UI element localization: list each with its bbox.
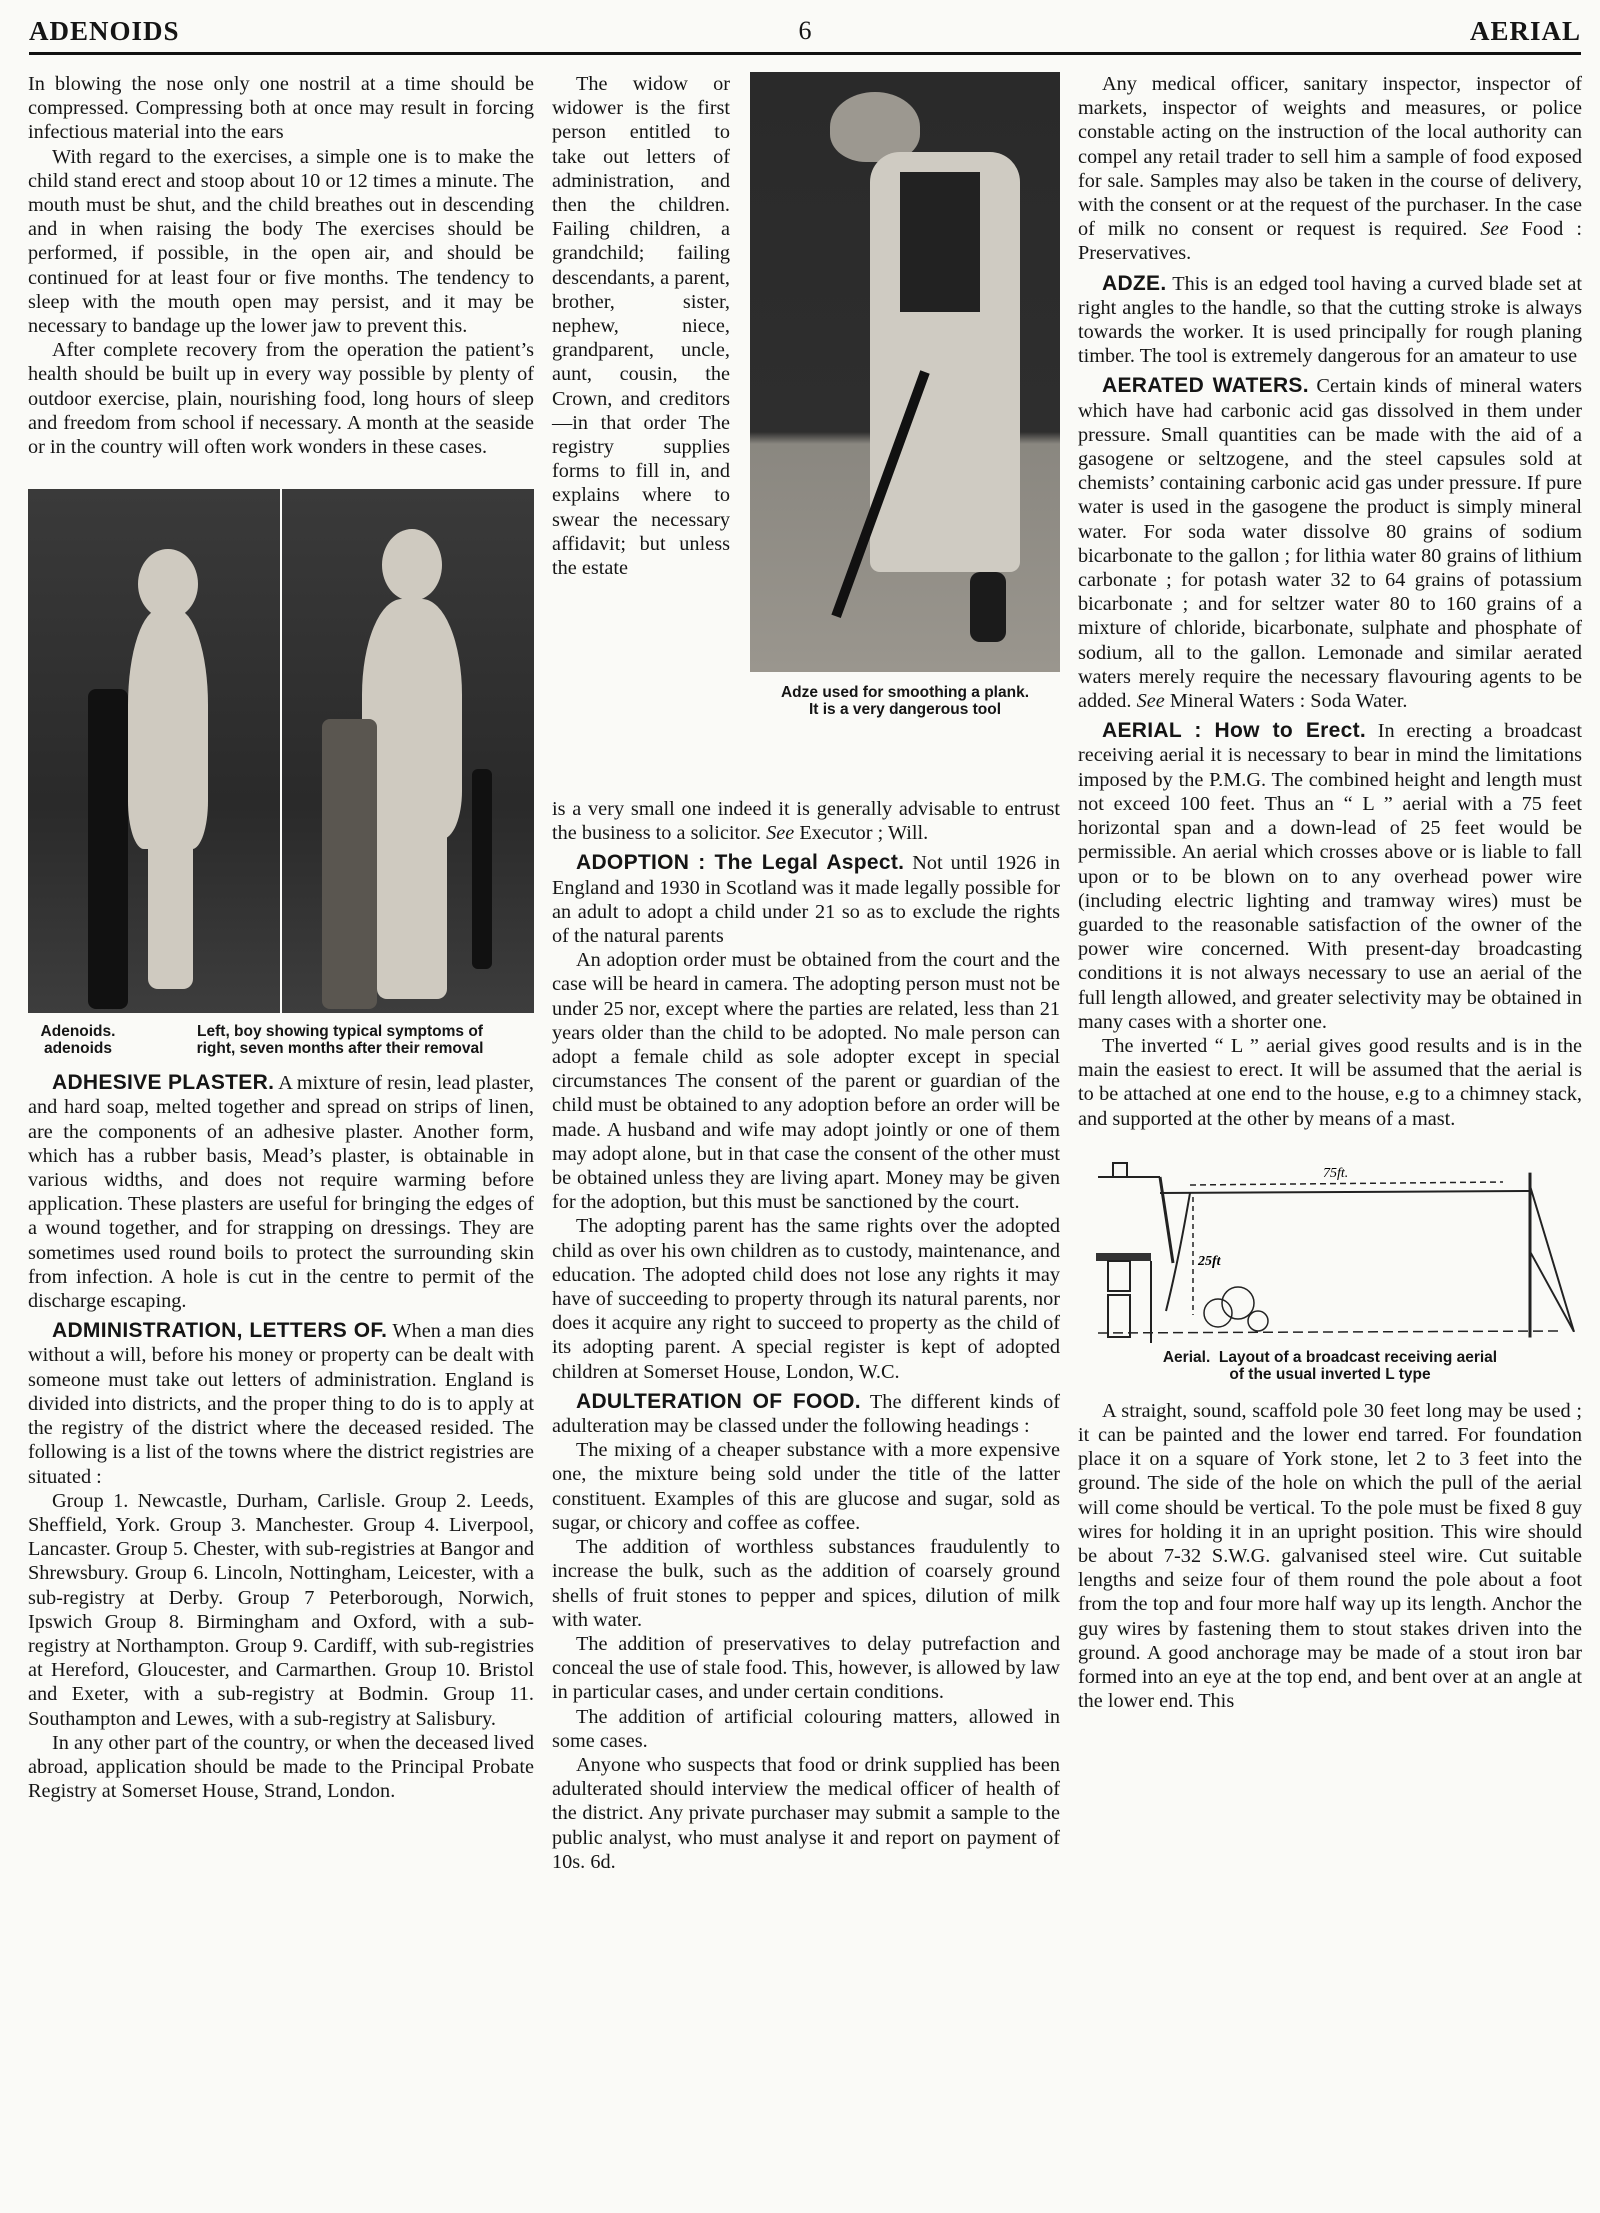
headword: ADOPTION : The Legal Aspect. (576, 851, 905, 875)
cross-reference: Mineral Waters : Soda Water. (1169, 690, 1408, 713)
column-2 (552, 72, 1060, 1874)
adulteration-paragraph: Anyone who suspects that food or drink supplied has been adulterated should interview the medical officer of health of the district. Any private purchaser may submit a sample to the public analyst, who must analyse it and report on payment of 10s. 6d. (552, 1753, 1060, 1873)
headword: ADHESIVE PLASTER. (52, 1071, 275, 1095)
entry-aerated-waters: AERATED WATERS. Certain kinds of mineral waters which have had carbonic acid gas dissolved in them under pressure. Small quantities can be made with the aid of a gasogene or seltzogene, and the steel capsules sold at chemists’ containing carbonic acid gas under pressure. If pure water is used in the gasogene the product is simply mineral water. For soda water dissolve 80 grains of sodium bicarbonate to the gallon ; for lithia water 80 grains of lithium carbonate ; for potash water 32 to 64 grains of potassium bicarbonate ; and for seltzer water 80 to 160 grains of a mixture of chloride, bicarbonate, sulphate and phosphate of sodium, all to the gallon. Lemonade and similar aerated waters merely require the necessary flavouring agents to be added. See Mineral Waters : Soda Water. (1078, 374, 1583, 713)
adenoids-photos (28, 489, 534, 1013)
column-1 (28, 72, 534, 1803)
headword: ADMINISTRATION, LETTERS OF. (52, 1319, 388, 1343)
entry-adulteration: ADULTERATION OF FOOD. The different kinds of adulteration may be classed under the following headings : (552, 1389, 1060, 1438)
adoption-paragraph: The adopting parent has the same rights over the adopted child as over his own children as to custody, maintenance, and education. The adopted child does not lose any rights it may have of succeeding to property through its natural parents, nor does it acquire any right to succeed to property as the child of its adopting parent. A special register is kept of adopted children at Somerset House, London, W.C. (552, 1215, 1060, 1383)
headword: ADZE. (1102, 271, 1167, 295)
headword: AERATED WATERS. (1102, 374, 1309, 398)
running-head-right: AERIAL (1469, 16, 1581, 46)
adenoids-paragraph: With regard to the exercises, a simple one is to make the child stand erect and stoop about 10 or 12 times a minute. The mouth must be shut, and the child breathes out in descending and in when raising the body The exercises should be performed, if possible, in the open air, and should be continued for at least four or five months. The tendency to sleep with the mouth open may persist, and it may be necessary to bandage up the lower jaw to prevent this. (28, 145, 534, 338)
running-head-left: ADENOIDS (29, 16, 180, 46)
entry-adhesive-plaster: ADHESIVE PLASTER. A mixture of resin, lead plaster, and hard soap, melted together and spread on strips of linen, are the components of an adhesive plaster. Another form, which has a rubber basis, Mead’s plaster, is obtainable in various widths, and does not require warming before application. These plasters are useful for bringing the edges of a wound together, and for strapping on dressings. They are sometimes used round boils to protect the surrounding skin from infection. A hole is cut in the centre to permit of the discharge escaping. (28, 1071, 534, 1313)
widow-text-cont: is a very small one indeed it is generally advisable to entrust the business to a solicitor. See Executor ; Will. (552, 798, 1060, 845)
adoption-paragraph: An adoption order must be obtained from the court and the case will be heard in camera. The adopting person must not be under 25 nor, except where the parties are related, less than 21 years older than the child to be adopted. No male person can adopt a female child as sole adopter except in special circumstances The consent of the parent or guardian of the child must be obtained to any adoption before an order will be made. A husband and wife may adopt jointly or one of them may adopt alone, but in that case the consent of the other must be obtained unless they are living apart. Money may be given for the adoption, but this must be sanctioned by the court. (552, 949, 1060, 1214)
adulteration-paragraph: The addition of preservatives to delay putrefaction and conceal the use of stale food. This, however, is allowed by law in particular cases, and under certain conditions. (552, 1632, 1060, 1704)
boy-before-photo (28, 489, 280, 1013)
boy-after-photo (282, 489, 534, 1013)
adulteration-paragraph: The addition of artificial colouring matters, allowed in some cases. (552, 1705, 1060, 1752)
widow-text: The widow or widower is the first person entitled to take out letters of administration, and then the children. Failing children, a grandchild; failing descendants, a parent, brother, sister, nephew, niece, grandparent, uncle, aunt, cousin, the Crown, and creditors—in that order The registry supplies forms to fill in, and explains where to swear the necessary affidavit; but unless the estate (552, 73, 730, 580)
header-rule (29, 52, 1581, 55)
cross-reference: Food : Preservatives. (1078, 218, 1582, 265)
entry-administration: ADMINISTRATION, LETTERS OF. When a man dies without a will, before his money or property can be dealt with someone must take out letters of administration. England is divided into districts, and the proper thing to do is to apply at the registry of the district where the deceased resided. The following is a list of the towns where the district registries are situated : (28, 1319, 534, 1488)
page-number: 6 (798, 16, 812, 45)
entry-adze: ADZE. This is an edged tool having a curved blade set at right angles to the handle, so that the cutting stroke is always towards the worker. It is used principally for rough planing timber. The tool is extremely dangerous for an amateur to use (1078, 271, 1582, 368)
aerial-diagram (1078, 1153, 1582, 1343)
adulteration-continued: Any medical officer, sanitary inspector, inspector of markets, inspector of weights and measures, or police constable acting on the instruction of the local authority can compel any retail trader to sell him a sample of food exposed for sale. Samples may also be taken in the course of delivery, with the consent or at the request of the purchaser. In the case of milk no consent or request is required. See Food : Preservatives. (1078, 73, 1582, 265)
page-header (29, 10, 1581, 54)
adze-caption-line2: It is a very dangerous tool (808, 701, 1002, 718)
adze-caption-line1: Adze used for smoothing a plank. (780, 684, 1030, 701)
entry-aerial: AERIAL : How to Erect. In erecting a broadcast receiving aerial it is necessary to bear in mind the limitations imposed by the P.M.G. The combined height and length must not exceed 100 feet. Thus an “ L ” aerial with a 75 feet horizontal span and a down-lead of 25 feet would be permissible. An aerial which crosses above or is liable to fall upon or to be blown on to any overhead power wire (including electric lighting and tramway wires) must be guarded to the reasonable satisfaction of the owner of the power wire concerned. With present-day broadcasting conditions it is not always necessary to use an aerial of the full length allowed, and greater selectivity may be obtained in many cases with a shorter one. (1078, 719, 1582, 1033)
administration-other: In any other part of the country, or when the deceased lived abroad, application should be made to the Principal Probate Registry at Somerset House, Strand, London. (28, 1731, 534, 1803)
adenoids-paragraph: After complete recovery from the operation the patient’s health should be built up in every way possible by plenty of outdoor exercise, plain, nourishing food, long hours of sleep and freedom from school if necessary. A month at the seaside or in the country will often work wonders in these cases. (28, 339, 534, 459)
aerial-caption: Aerial. Layout of a broadcast receiving aerial of the usual inverted L type (1162, 1348, 1498, 1383)
span-label: 75ft. (1323, 1165, 1349, 1181)
adulteration-paragraph: The addition of worthless substances fraudulently to increase the bulk, such as the addition of coarsely ground shells of fruit stones to pepper and spices, dilution of milk with water. (552, 1536, 1060, 1631)
entry-adoption: ADOPTION : The Legal Aspect. Not until 1926 in England and 1930 in Scotland was it made legally possible for an adult to adopt a child under 21 so as to exclude the rights of the natural parents (552, 851, 1060, 948)
adenoids-paragraph: In blowing the nose only one nostril at a time should be compressed. Compressing both at once may result in forcing infectious material into the ears (28, 73, 534, 144)
adenoids-photo-caption: Adenoids. adenoids Left, boy showing typical symptoms of right, seven months after their removal (40, 1023, 484, 1058)
adze-figure (750, 72, 1060, 718)
adulteration-paragraph: The mixing of a cheaper substance with a more expensive one, the mixture being sold under the title of the latter constituent. Examples of this are glucose and sugar, sold as sugar, or chicory and coffee as coffee. (552, 1439, 1060, 1534)
adze-photo (750, 72, 1060, 672)
registry-groups: Group 1. Newcastle, Durham, Carlisle. Group 2. Leeds, Sheffield, York. Group 3. Manchester. Group 4. Liverpool, Lancaster. Group 5. Chester, with sub-registries at Bangor and Shrewsbury. Group 6. Lincoln, Nottingham, Leicester, with a sub-registry at Derby. Group 7 Peterborough, Norwich, Ipswich Group 8. Birmingham and Oxford, with a sub-registry at Northampton. Group 9. Cardiff, with sub-registries at Hereford, Gloucester, and Carmarthen. Group 10. Bristol and Exeter, with a sub-registry at Bodmin. Group 11. Southampton and Lewes, with a sub-registry at Salisbury. (28, 1489, 534, 1730)
height-label: 25ft (1198, 1253, 1221, 1269)
column-3 (1078, 72, 1582, 1713)
aerial-paragraph: The inverted “ L ” aerial gives good results and is in the main the easiest to erect. It will be assumed that the aerial is to be attached at one end to the house, e.g to a chimney stack, and supported at the other by means of a mast. (1078, 1034, 1582, 1130)
headword: AERIAL : How to Erect. (1102, 719, 1367, 743)
cross-reference: Executor ; Will. (799, 822, 929, 845)
aerial-paragraph: A straight, sound, scaffold pole 30 feet long may be used ; it can be painted and the lower end tarred. For foundation place it on a square of York stone, let 2 to 3 feet into the ground. The side of the hole on which the pull of the aerial will come should be vertical. To the pole must be fixed 8 guy wires for holding it in an upright position. This wire should be about 7-32 S.W.G. galvanised steel wire. Cut suitable lengths and seize four of them round the pole about a foot from the top and four more half way up its length. Anchor the guy wires by fastening them to stout stakes driven into the ground. A good anchorage may be made of a stout iron bar formed into an eye at the top end, and bent over at an angle at the lower end. This (1078, 1399, 1582, 1713)
headword: ADULTERATION OF FOOD. (576, 1389, 861, 1413)
